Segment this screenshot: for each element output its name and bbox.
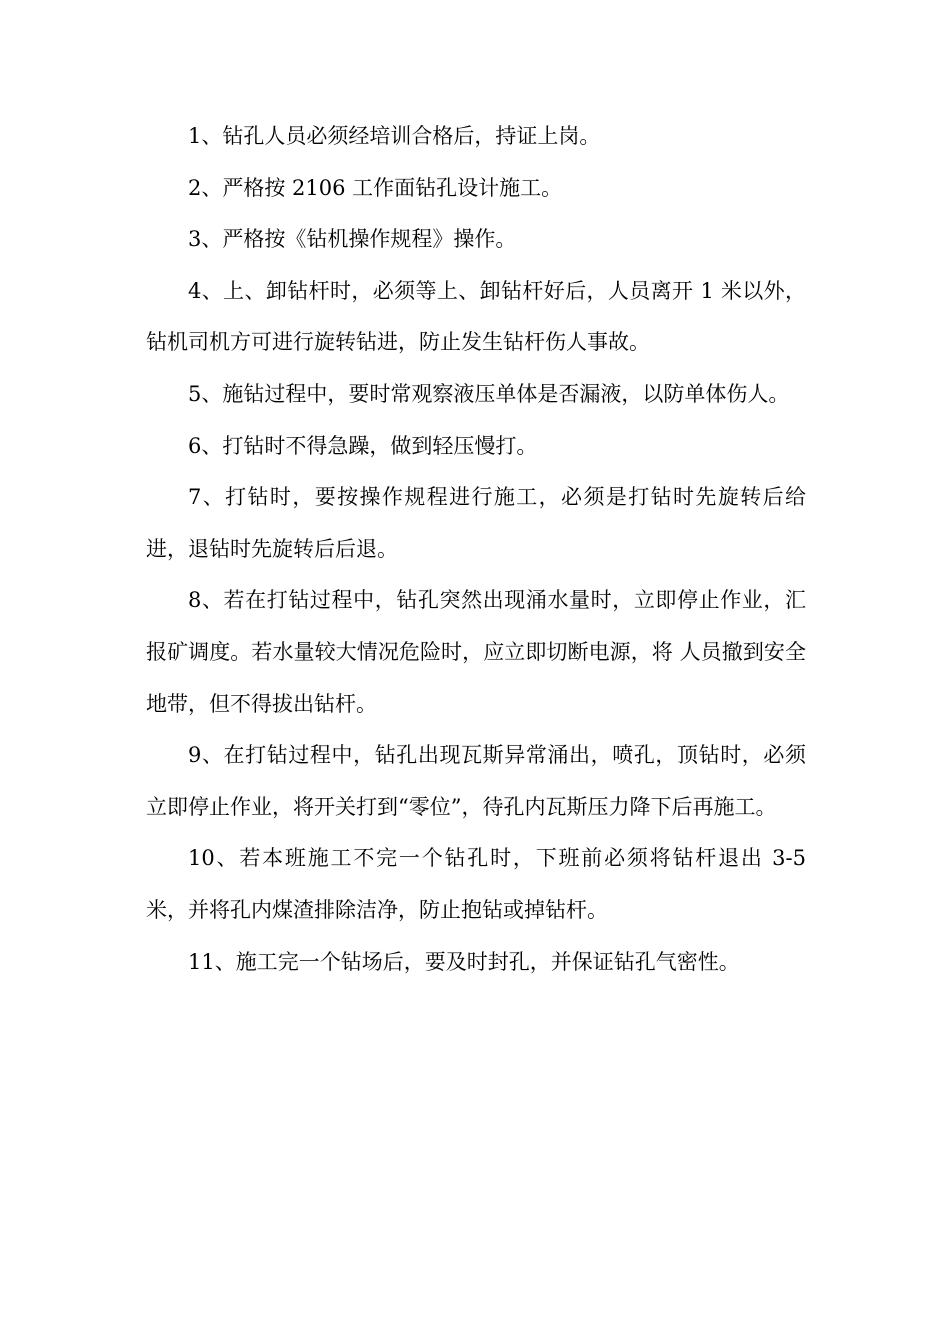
paragraph-7: 7、打钻时，要按操作规程进行施工，必须是打钻时先旋转后给进，退钻时先旋转后后退。 [146,485,806,561]
paragraph-9: 9、在打钻过程中，钻孔出现瓦斯异常涌出，喷孔，顶钻时，必须立即停止作业，将开关打到“零位”，待孔内瓦斯压力降下后再施工。 [146,743,806,819]
paragraph-4: 4、上、卸钻杆时，必须等上、卸钻杆好后，人员离开 1 米以外，钻机司机方可进行旋转钻进，防止发生钻杆伤人事故。 [146,278,806,355]
paragraph-1: 1、钻孔人员必须经培训合格后，持证上岗。 [188,124,601,148]
paragraph-10: 10、若本班施工不完一个钻孔时，下班前必须将钻杆退出 3-5 米，并将孔内煤渣排除洁净，防止抱钻或掉钻杆。 [146,846,806,922]
paragraph-8: 8、若在打钻过程中，钻孔突然出现涌水量时，立即停止作业，汇报矿调度。若水量较大情况危险时，应立即切断电源，将 人员撤到安全地带，但不得拔出钻杆。 [146,588,806,716]
paragraph-2: 2、严格按 2106 工作面钻孔设计施工。 [188,175,563,200]
paragraph-11: 11、施工完一个钻场后，要及时封孔，并保证钻孔气密性。 [188,949,740,974]
paragraph-3: 3、严格按《钻机操作规程》操作。 [188,227,517,252]
paragraph-5: 5、施钻过程中，要时常观察液压单体是否漏液，以防单体伤人。 [188,381,790,406]
paragraph-6: 6、打钻时不得急躁，做到轻压慢打。 [188,433,538,458]
document-body [146,111,806,988]
